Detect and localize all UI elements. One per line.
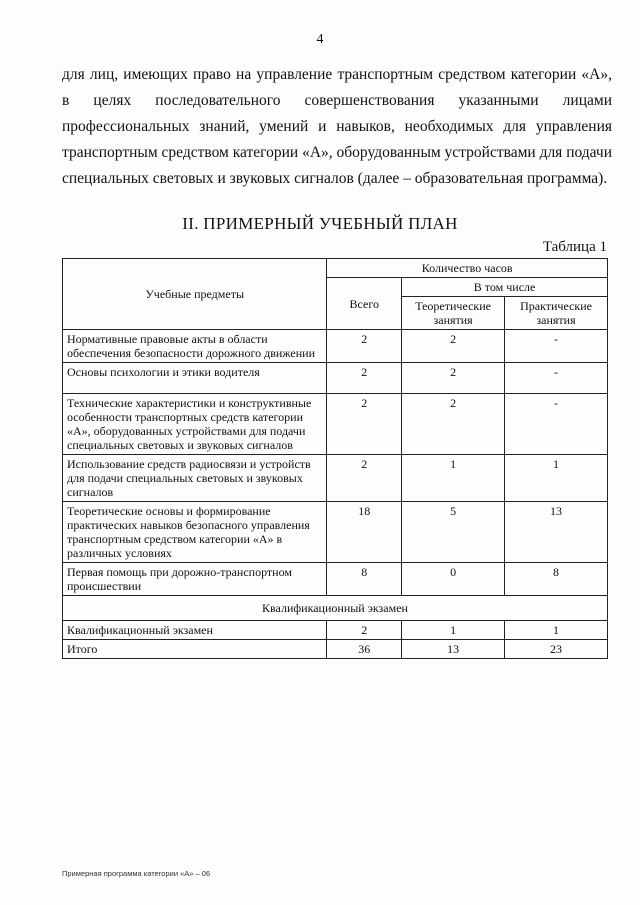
cell-total: 2	[327, 394, 402, 455]
cell-total: 2	[327, 330, 402, 363]
intro-paragraph	[62, 62, 612, 192]
intro-line: транспортным средством категории «А», оборудованным устройствами для подачи	[62, 144, 613, 161]
intro-line: специальных световых и звуковых сигналов (далее – образовательная программа).	[62, 170, 608, 187]
section-title: II. ПРИМЕРНЫЙ УЧЕБНЫЙ ПЛАН	[182, 214, 458, 233]
cell-practice: 1	[505, 455, 608, 502]
header-practice: Практические занятия	[505, 297, 608, 330]
cell-total: 2	[327, 621, 402, 640]
header-including: В том числе	[402, 278, 608, 297]
header-total: Всего	[327, 278, 402, 330]
cell-subject: Основы психологии и этики водителя	[63, 363, 327, 394]
header-subjects: Учебные предметы	[63, 259, 327, 330]
cell-subject: Первая помощь при дорожно-транспортном происшествии	[63, 563, 327, 596]
cell-practice: 23	[505, 640, 608, 659]
cell-theory: 5	[402, 502, 505, 563]
cell-subject: Использование средств радиосвязи и устройств для подачи специальных световых и звуковых сигналов	[63, 455, 327, 502]
cell-theory: 2	[402, 330, 505, 363]
header-theory: Теоретические занятия	[402, 297, 505, 330]
cell-practice: -	[505, 394, 608, 455]
cell-practice: 13	[505, 502, 608, 563]
cell-practice: 8	[505, 563, 608, 596]
cell-total: 18	[327, 502, 402, 563]
cell-total: 2	[327, 455, 402, 502]
cell-theory: 13	[402, 640, 505, 659]
header-hours: Количество часов	[327, 259, 608, 278]
cell-theory: 2	[402, 394, 505, 455]
exam-section-title: Квалификационный экзамен	[63, 596, 608, 621]
cell-total: 36	[327, 640, 402, 659]
cell-practice: -	[505, 363, 608, 394]
table-caption: Таблица 1	[542, 239, 607, 255]
curriculum-table	[62, 258, 608, 659]
table-row	[63, 455, 608, 502]
table-row	[63, 502, 608, 563]
cell-theory: 1	[402, 621, 505, 640]
table-section-row	[63, 596, 608, 621]
cell-theory: 0	[402, 563, 505, 596]
table-row	[63, 621, 608, 640]
intro-line: профессиональных знаний, умений и навыков, необходимых для управления	[62, 118, 612, 135]
table-row	[63, 330, 608, 363]
cell-subject: Теоретические основы и формирование практических навыков безопасного управления транспортным средством категории «А» в различных условиях	[63, 502, 327, 563]
cell-practice: -	[505, 330, 608, 363]
cell-subject: Нормативные правовые акты в области обеспечения безопасности дорожного движении	[63, 330, 327, 363]
cell-theory: 1	[402, 455, 505, 502]
intro-line: для лиц, имеющих право на управление транспортным средством категории «А»,	[62, 66, 612, 83]
table-row	[63, 563, 608, 596]
table-header-row	[63, 259, 608, 278]
intro-line: в целях последовательного совершенствования указанными лицами	[62, 92, 612, 109]
page-number: 4	[316, 32, 324, 47]
cell-subject: Квалификационный экзамен	[63, 621, 327, 640]
page-footer: Примерная программа категории «А» – 06	[62, 869, 211, 878]
cell-subject: Технические характеристики и конструктивные особенности транспортных средств категории «А», оборудованных устройствами для подачи специальных световых и звуковых сигналов	[63, 394, 327, 455]
table-row	[63, 394, 608, 455]
cell-practice: 1	[505, 621, 608, 640]
cell-subject: Итого	[63, 640, 327, 659]
cell-theory: 2	[402, 363, 505, 394]
table-total-row	[63, 640, 608, 659]
table-row	[63, 363, 608, 394]
cell-total: 8	[327, 563, 402, 596]
cell-total: 2	[327, 363, 402, 394]
